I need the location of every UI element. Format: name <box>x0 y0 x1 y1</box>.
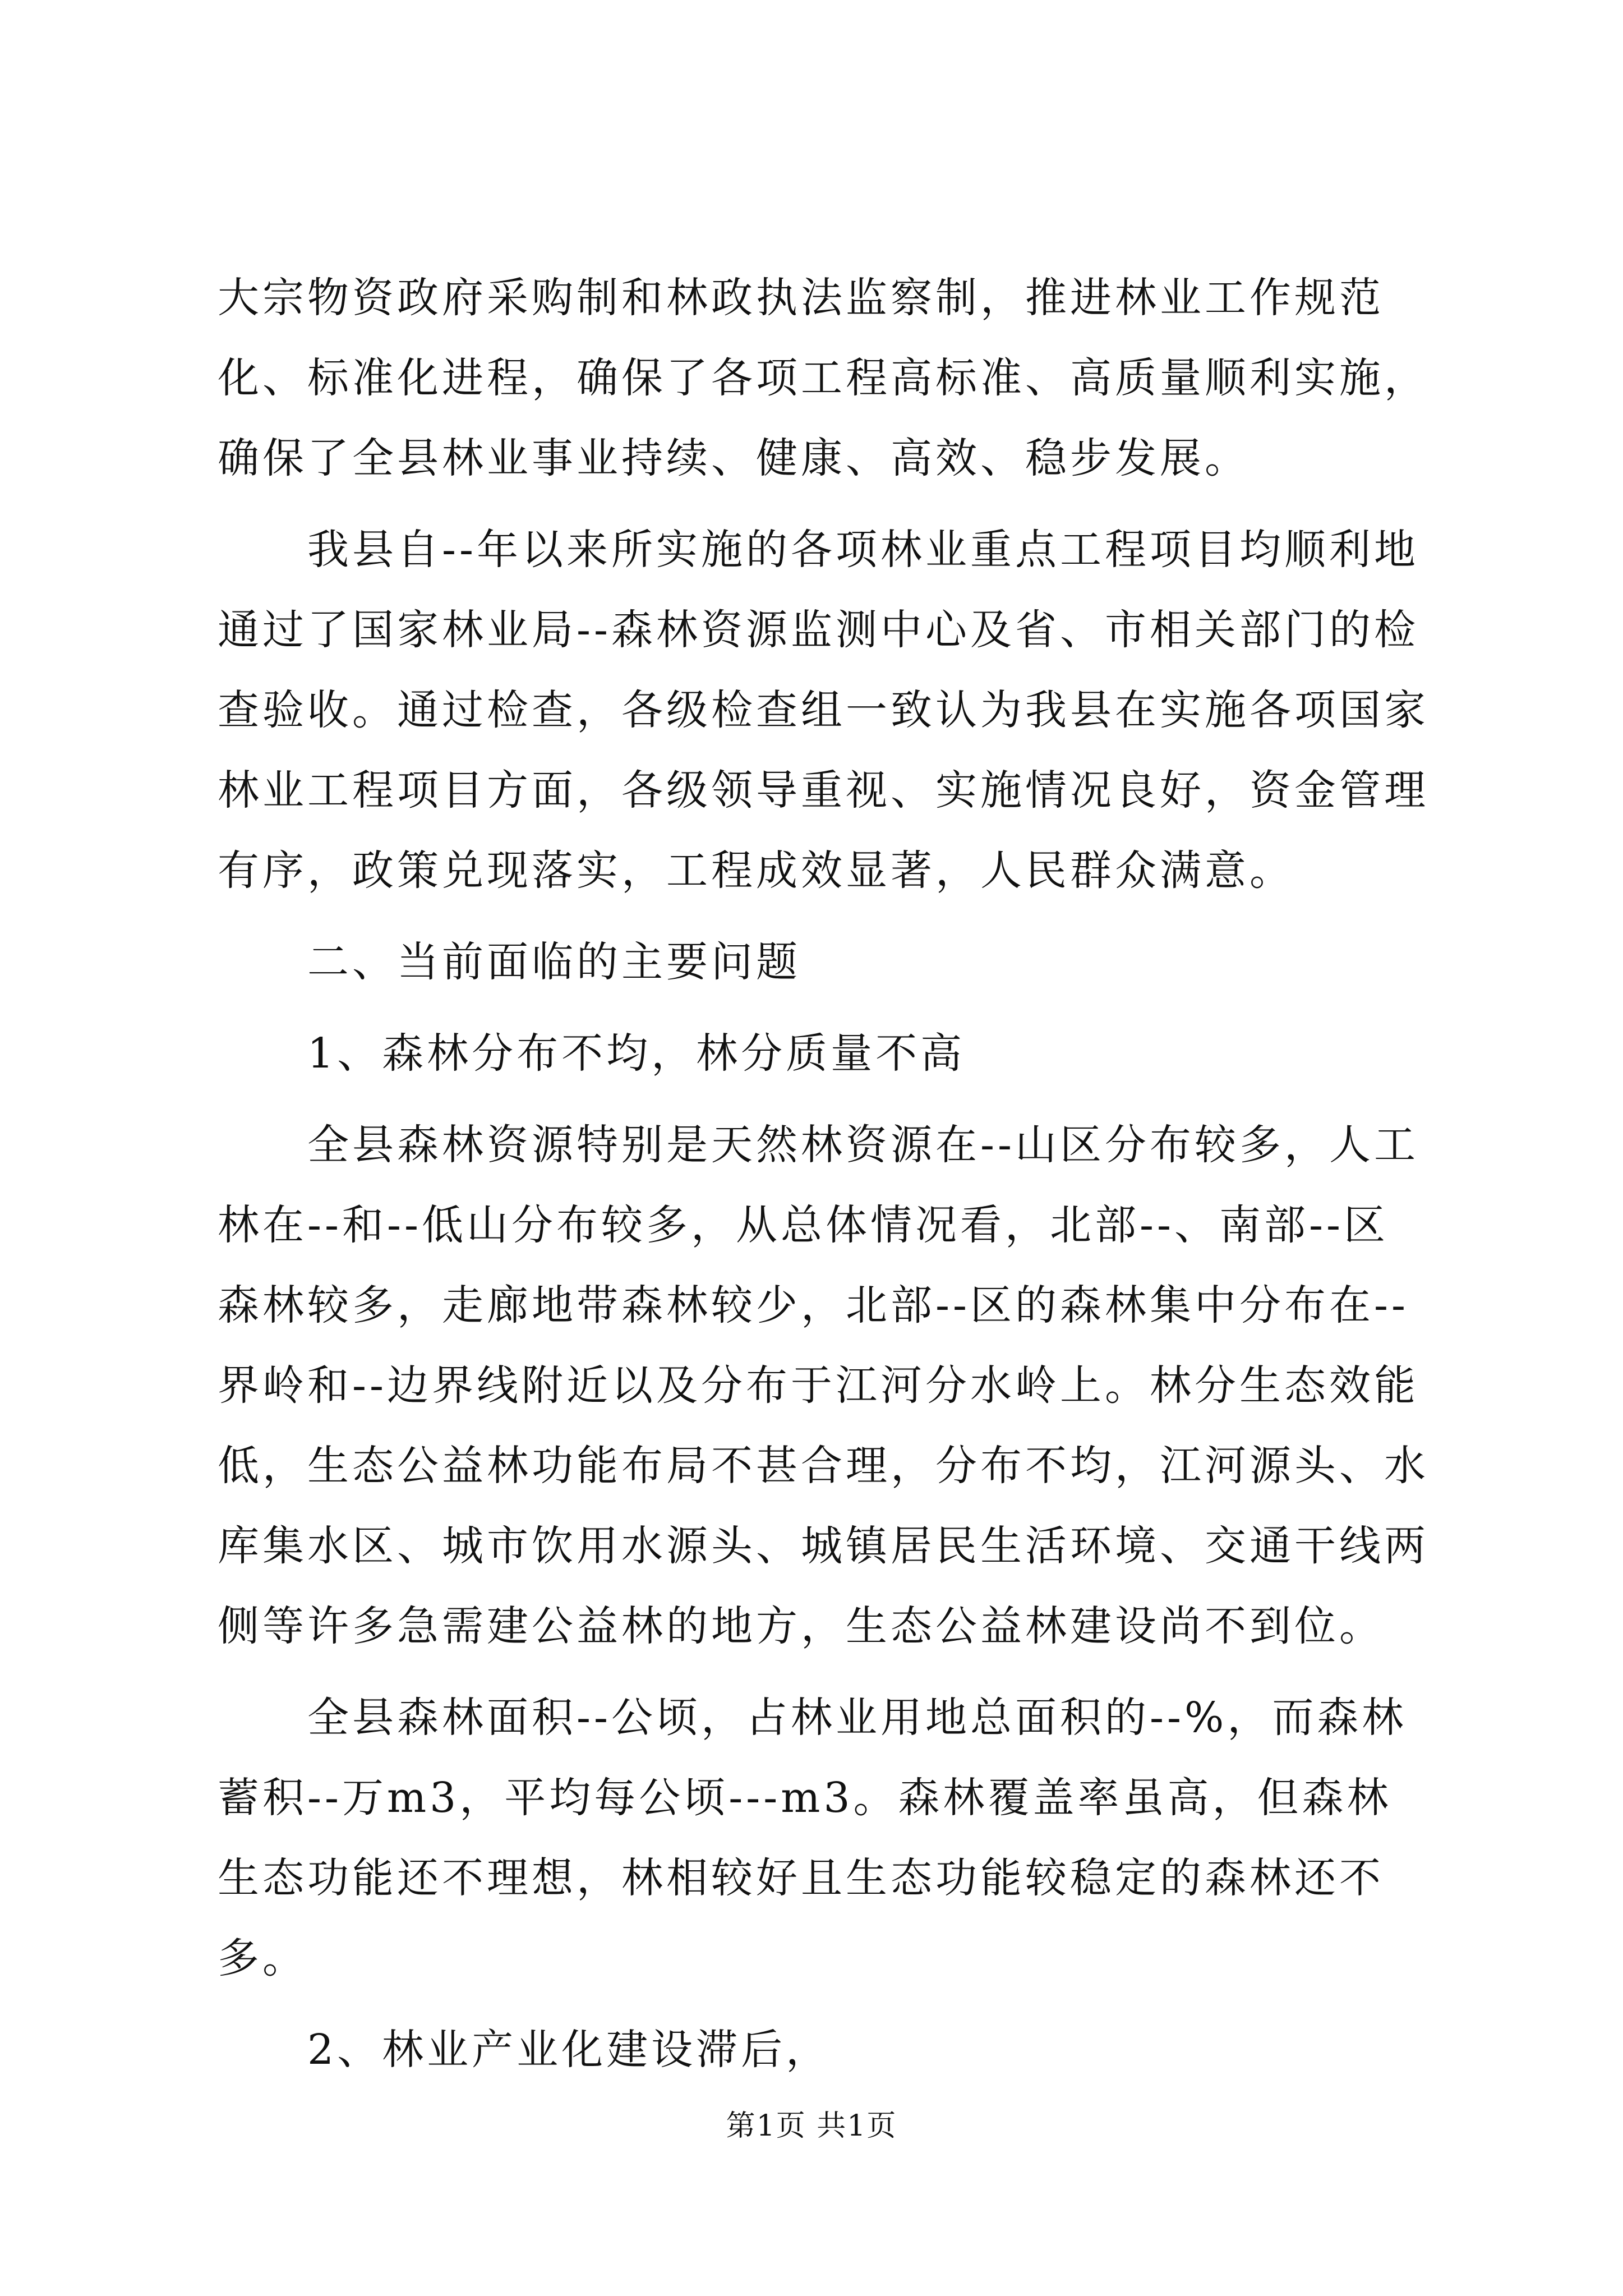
paragraph-procurement: 大宗物资政府采购制和林政执法监察制，推进林业工作规范化、标准化进程，确保了各项工程高标准、高质量顺利实施，确保了全县林业事业持续、健康、高效、稳步发展。 <box>218 274 1429 482</box>
section-heading-problems: 二、当前面临的主要问题 <box>307 938 801 986</box>
subheading-industrialization: 2、林业产业化建设滞后， <box>307 2026 831 2074</box>
document-body <box>218 258 1429 2090</box>
paragraph-forest-area: 全县森林面积--公顷，占林业用地总面积的--%，而森林蓄积--万m3，平均每公顷---m3。森林覆盖率虽高，但森林生态功能还不理想，林相较好且生态功能较稳定的森林还不多。 <box>218 1694 1407 1982</box>
paragraph-inspection: 我县自--年以来所实施的各项林业重点工程项目均顺利地通过了国家林业局--森林资源监测中心及省、市相关部门的检查验收。通过检查，各级检查组一致认为我县在实施各项国家林业工程项目方面，各级领导重视、实施情况良好，资金管理有序，政策兑现落实，工程成效显著，人民群众满意。 <box>218 526 1429 895</box>
page-number-footer: 第1页 共1页 <box>726 2109 897 2143</box>
paragraph-forest-distribution: 全县森林资源特别是天然林资源在--山区分布较多，人工林在--和--低山分布较多，从总体情况看，北部--、南部--区森林较多，走廊地带森林较少，北部--区的森林集中分布在--界岭和--边界线附近以及分布于江河分水岭上。林分生态效能低，生态公益林功能布局不甚合理，分布不均，江河源头、水库集水区、城市饮用水源头、城镇居民生活环境、交通干线两侧等许多急需建公益林的地方，生态公益林建设尚不到位。 <box>218 1121 1429 1650</box>
subheading-forest-distribution: 1、森林分布不均，林分质量不高 <box>307 1029 966 1078</box>
